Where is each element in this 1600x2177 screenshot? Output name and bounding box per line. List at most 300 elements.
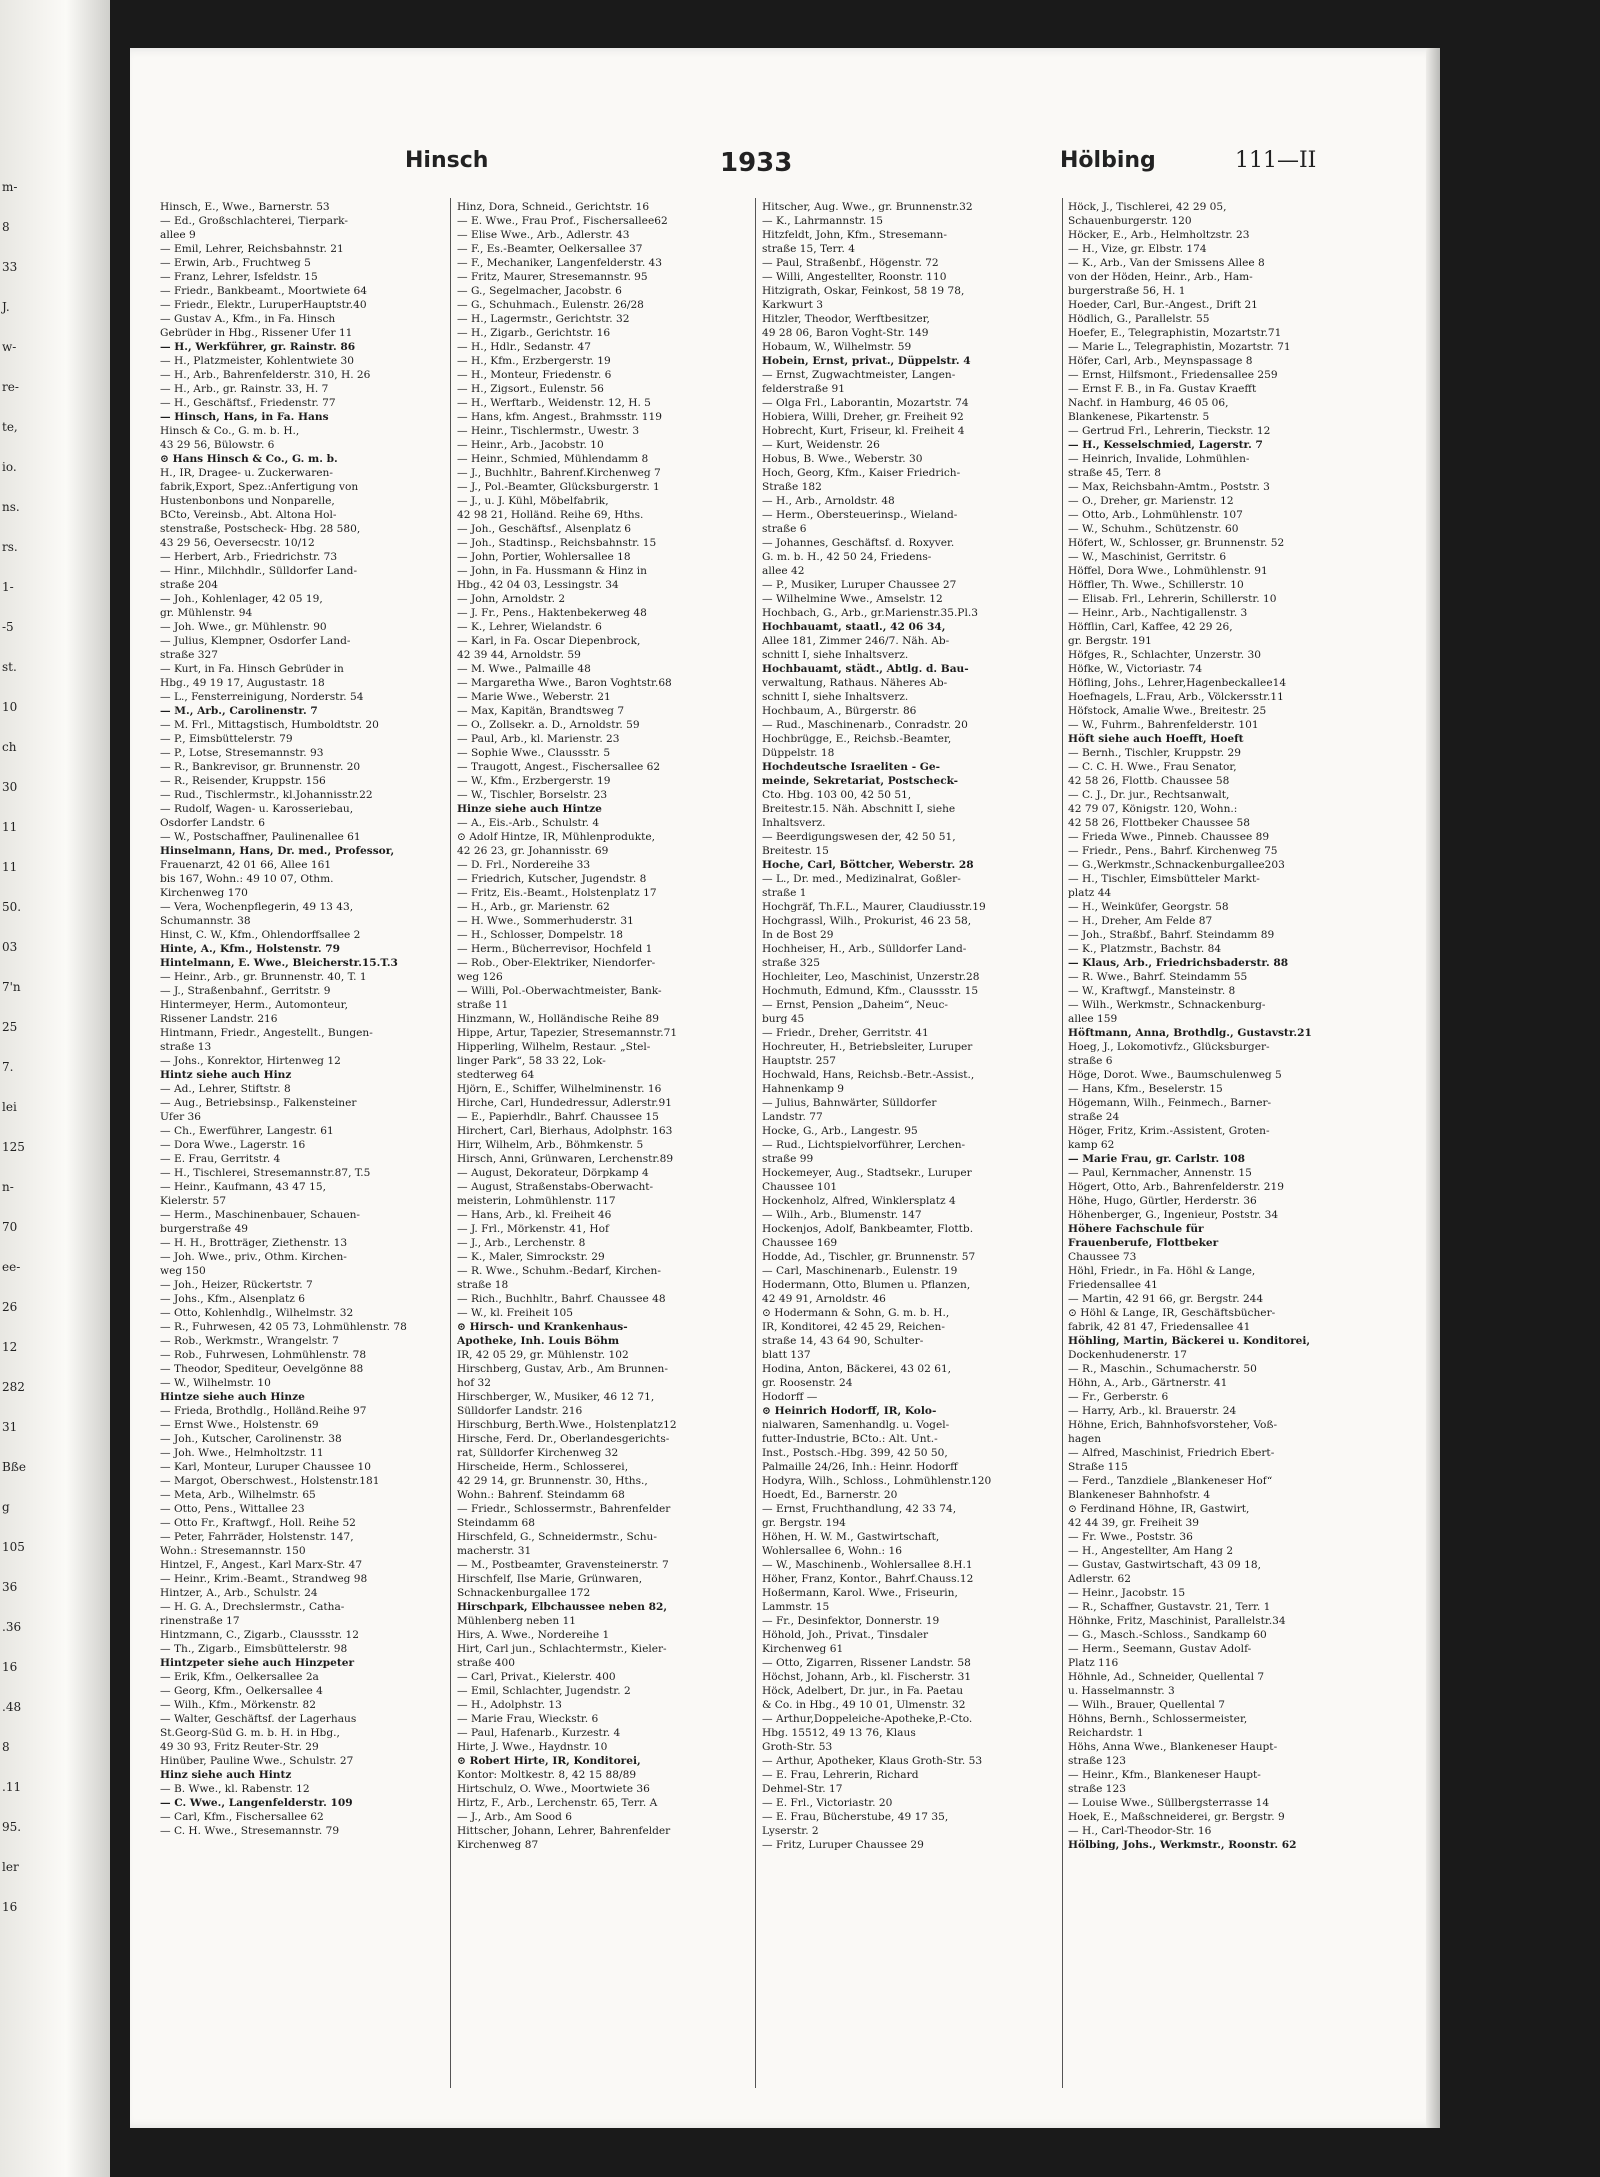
directory-entry: — Joh., Straßbf., Bahrf. Steindamm 89 bbox=[1068, 929, 1275, 941]
directory-entry: 42 58 26, Flottb. Chaussee 58 bbox=[1068, 775, 1230, 787]
directory-entry: Hbg. 15512, 49 13 76, Klaus bbox=[762, 1727, 916, 1739]
directory-entry: — Gertrud Frl., Lehrerin, Tieckstr. 12 bbox=[1068, 425, 1271, 437]
margin-fragment: 7'n bbox=[2, 980, 21, 994]
directory-entry: Hahnenkamp 9 bbox=[762, 1083, 844, 1095]
directory-entry: — H., Werftarb., Weidenstr. 12, H. 5 bbox=[457, 397, 651, 409]
directory-entry: — John, in Fa. Hussmann & Hinz in bbox=[457, 565, 647, 577]
directory-entry: — Louise Wwe., Süllbergsterrasse 14 bbox=[1068, 1797, 1270, 1809]
directory-entry: Hochgräf, Th.F.L., Maurer, Claudiusstr.19 bbox=[762, 901, 986, 913]
directory-entry: — Heinr., Kfm., Blankeneser Haupt- bbox=[1068, 1769, 1261, 1781]
directory-entry: — H. G. A., Drechslermstr., Catha- bbox=[160, 1601, 345, 1613]
directory-entry: Lyserstr. 2 bbox=[762, 1825, 819, 1837]
directory-entry: — Friedr., Bankbeamt., Moortwiete 64 bbox=[160, 285, 367, 297]
directory-entry: — Rudolf, Wagen- u. Karosseriebau, bbox=[160, 803, 354, 815]
directory-entry: — Fr. Wwe., Poststr. 36 bbox=[1068, 1531, 1193, 1543]
directory-entry: Höhnke, Fritz, Maschinist, Parallelstr.34 bbox=[1068, 1615, 1286, 1627]
directory-entry: — Ernst, Zugwachtmeister, Langen- bbox=[762, 369, 956, 381]
directory-entry: — Heinr., Jacobstr. 15 bbox=[1068, 1587, 1186, 1599]
directory-entry: — Olga Frl., Laborantin, Mozartstr. 74 bbox=[762, 397, 969, 409]
directory-entry: Lammstr. 15 bbox=[762, 1601, 830, 1613]
directory-entry: — Beerdigungswesen der, 42 50 51, bbox=[762, 831, 956, 843]
directory-entry: Höger, Fritz, Krim.-Assistent, Groten- bbox=[1068, 1125, 1270, 1137]
directory-entry: — H., Adolphstr. 13 bbox=[457, 1699, 562, 1711]
margin-fragment: Bße bbox=[2, 1460, 26, 1474]
directory-entry: — Carl, Maschinenarb., Eulenstr. 19 bbox=[762, 1265, 958, 1277]
directory-entry: Straße 115 bbox=[1068, 1461, 1128, 1473]
directory-entry: — Ch., Ewerführer, Langestr. 61 bbox=[160, 1125, 334, 1137]
directory-entry: Hintze siehe auch Hinze bbox=[160, 1391, 305, 1403]
directory-entry: hagen bbox=[1068, 1433, 1102, 1445]
directory-entry: — Otto, Kohlenhdlg., Wilhelmstr. 32 bbox=[160, 1307, 354, 1319]
directory-entry: 42 44 39, gr. Freiheit 39 bbox=[1068, 1517, 1199, 1529]
directory-entry: — Willi, Angestellter, Roonstr. 110 bbox=[762, 271, 947, 283]
directory-entry: — Theodor, Spediteur, Oevelgönne 88 bbox=[160, 1363, 364, 1375]
directory-entry: Schauenburgerstr. 120 bbox=[1068, 215, 1192, 227]
directory-entry: Hjörn, E., Schiffer, Wilhelminenstr. 16 bbox=[457, 1083, 662, 1095]
directory-entry: Platz 116 bbox=[1068, 1657, 1119, 1669]
header-left-word: Hinsch bbox=[405, 148, 489, 173]
directory-entry: Hinselmann, Hans, Dr. med., Professor, bbox=[160, 845, 395, 857]
directory-entry: — Joh., Heizer, Rückertstr. 7 bbox=[160, 1279, 313, 1291]
directory-entry: Inhaltsverz. bbox=[762, 817, 826, 829]
directory-entry: — W., Maschinenb., Wohlersallee 8.H.1 bbox=[762, 1559, 973, 1571]
directory-entry: Hirtschulz, O. Wwe., Moortwiete 36 bbox=[457, 1783, 650, 1795]
directory-entry: — Rob., Ober-Elektriker, Niendorfer- bbox=[457, 957, 656, 969]
directory-entry: Hirtz, F., Arb., Lerchenstr. 65, Terr. A bbox=[457, 1797, 658, 1809]
directory-entry: — J., Buchhltr., Bahrenf.Kirchenweg 7 bbox=[457, 467, 661, 479]
directory-entry: Hockemeyer, Aug., Stadtsekr., Luruper bbox=[762, 1167, 972, 1179]
directory-entry: — Hinsch, Hans, in Fa. Hans bbox=[160, 411, 329, 423]
margin-fragment: ler bbox=[2, 1860, 19, 1874]
directory-entry: Hochbach, G., Arb., gr.Marienstr.35.Pl.3 bbox=[762, 607, 978, 619]
directory-entry: BCto, Vereinsb., Abt. Altona Hol- bbox=[160, 509, 337, 521]
directory-entry: Högert, Otto, Arb., Bahrenfelderstr. 219 bbox=[1068, 1181, 1284, 1193]
directory-entry: — Karl, Monteur, Luruper Chaussee 10 bbox=[160, 1461, 371, 1473]
directory-entry: Höhere Fachschule für bbox=[1068, 1223, 1204, 1235]
directory-entry: — Max, Kapitän, Brandtsweg 7 bbox=[457, 705, 625, 717]
margin-fragment: .11 bbox=[2, 1780, 22, 1794]
directory-entry: Hochleiter, Leo, Maschinist, Unzerstr.28 bbox=[762, 971, 980, 983]
directory-entry: — Karl, in Fa. Oscar Diepenbrock, bbox=[457, 635, 641, 647]
column-divider-3 bbox=[1062, 198, 1063, 2088]
directory-entry: Hbg., 49 19 17, Augustastr. 18 bbox=[160, 677, 325, 689]
directory-entry: straße 327 bbox=[160, 649, 219, 661]
column-divider-1 bbox=[450, 198, 451, 2088]
header-right-word: Hölbing bbox=[1060, 148, 1156, 173]
directory-entry: — Johs., Kfm., Alsenplatz 6 bbox=[160, 1293, 305, 1305]
margin-fragment: 12 bbox=[2, 1340, 18, 1354]
directory-entry: Höck, Adelbert, Dr. jur., in Fa. Paetau bbox=[762, 1685, 964, 1697]
directory-entry: schnitt I, siehe Inhaltsverz. bbox=[762, 649, 909, 661]
directory-entry: straße 123 bbox=[1068, 1755, 1127, 1767]
directory-entry: — Heinr., Arb., gr. Brunnenstr. 40, T. 1 bbox=[160, 971, 367, 983]
margin-fragment: te, bbox=[2, 420, 18, 434]
margin-fragment: 36 bbox=[2, 1580, 18, 1594]
margin-fragment: 125 bbox=[2, 1140, 25, 1154]
column-3 bbox=[762, 200, 1057, 1852]
directory-entry: — W., Wilhelmstr. 10 bbox=[160, 1377, 271, 1389]
directory-entry: Hodina, Anton, Bäckerei, 43 02 61, bbox=[762, 1363, 952, 1375]
directory-entry: — Elisab. Frl., Lehrerin, Schillerstr. 10 bbox=[1068, 593, 1277, 605]
directory-entry: ⊙ Hirsch- und Krankenhaus- bbox=[457, 1321, 628, 1333]
directory-entry: Chaussee 101 bbox=[762, 1181, 838, 1193]
directory-entry: — Alfred, Maschinist, Friedrich Ebert- bbox=[1068, 1447, 1275, 1459]
directory-entry: — Otto Fr., Kraftwgf., Holl. Reihe 52 bbox=[160, 1517, 356, 1529]
directory-entry: Hodde, Ad., Tischler, gr. Brunnenstr. 57 bbox=[762, 1251, 976, 1263]
margin-fragment: m- bbox=[2, 180, 18, 194]
directory-entry: straße 123 bbox=[1068, 1783, 1127, 1795]
directory-entry: Palmaille 24/26, Inh.: Heinr. Hodorff bbox=[762, 1461, 958, 1473]
directory-entry: weg 150 bbox=[160, 1265, 206, 1277]
directory-entry: — Joh., Kutscher, Carolinenstr. 38 bbox=[160, 1433, 342, 1445]
directory-entry: — Erik, Kfm., Oelkersallee 2a bbox=[160, 1671, 319, 1683]
margin-fragment: 31 bbox=[2, 1420, 18, 1434]
directory-entry: — H., Platzmeister, Kohlentwiete 30 bbox=[160, 355, 354, 367]
directory-entry: — J., Pol.-Beamter, Glücksburgerstr. 1 bbox=[457, 481, 660, 493]
directory-entry: — W., Postschaffner, Paulinenallee 61 bbox=[160, 831, 361, 843]
directory-entry: — H., Zigsort., Eulenstr. 56 bbox=[457, 383, 604, 395]
directory-entry: Groth-Str. 53 bbox=[762, 1741, 833, 1753]
margin-fragment: 26 bbox=[2, 1300, 18, 1314]
directory-entry: — L., Dr. med., Medizinalrat, Goßler- bbox=[762, 873, 961, 885]
directory-entry: — Max, Reichsbahn-Amtm., Poststr. 3 bbox=[1068, 481, 1270, 493]
directory-entry: Mühlenberg neben 11 bbox=[457, 1615, 577, 1627]
header-year: 1933 bbox=[720, 148, 793, 178]
directory-entry: 42 79 07, Königstr. 120, Wohn.: bbox=[1068, 803, 1238, 815]
directory-entry: Hochheiser, H., Arb., Sülldorfer Land- bbox=[762, 943, 967, 955]
directory-entry: 49 30 93, Fritz Reuter-Str. 29 bbox=[160, 1741, 319, 1753]
directory-entry: Hoeg, J., Lokomotivfz., Glücksburger- bbox=[1068, 1041, 1270, 1053]
directory-entry: IR, Konditorei, 42 45 29, Reichen- bbox=[762, 1321, 945, 1333]
directory-entry: — Arthur,Doppeleiche-Apotheke,P.-Cto. bbox=[762, 1713, 973, 1725]
directory-entry: — Wilh., Brauer, Quellental 7 bbox=[1068, 1699, 1225, 1711]
directory-entry: — W., Kraftwgf., Mansteinstr. 8 bbox=[1068, 985, 1236, 997]
directory-entry: Hirche, Carl, Hundedressur, Adlerstr.91 bbox=[457, 1097, 673, 1109]
directory-entry: — Frieda Wwe., Pinneb. Chaussee 89 bbox=[1068, 831, 1270, 843]
directory-entry: — H., Carl-Theodor-Str. 16 bbox=[1068, 1825, 1212, 1837]
directory-entry: Hintmann, Friedr., Angestellt., Bungen- bbox=[160, 1027, 373, 1039]
directory-entry: — Ernst Wwe., Holstenstr. 69 bbox=[160, 1419, 319, 1431]
directory-entry: IR, 42 05 29, gr. Mühlenstr. 102 bbox=[457, 1349, 629, 1361]
directory-entry: Hittscher, Johann, Lehrer, Bahrenfelder bbox=[457, 1825, 671, 1837]
directory-entry: — Herm., Obersteuerinsp., Wieland- bbox=[762, 509, 958, 521]
directory-entry: 42 39 44, Arnoldstr. 59 bbox=[457, 649, 581, 661]
directory-entry: — Heinr., Krim.-Beamt., Strandweg 98 bbox=[160, 1573, 368, 1585]
directory-entry: Hoch, Georg, Kfm., Kaiser Friedrich- bbox=[762, 467, 961, 479]
margin-fragment: io. bbox=[2, 460, 17, 474]
directory-entry: Osdorfer Landstr. 6 bbox=[160, 817, 265, 829]
directory-entry: — R., Reisender, Kruppstr. 156 bbox=[160, 775, 326, 787]
margin-fragment: 30 bbox=[2, 780, 18, 794]
directory-entry: Frauenberufe, Flottbeker bbox=[1068, 1237, 1219, 1249]
directory-entry: — Heinr., Tischlermstr., Uwestr. 3 bbox=[457, 425, 640, 437]
directory-entry: Höfert, W., Schlosser, gr. Brunnenstr. 52 bbox=[1068, 537, 1285, 549]
directory-entry: — W., Tischler, Borselstr. 23 bbox=[457, 789, 608, 801]
directory-entry: Hirschfelf, Ilse Marie, Grünwaren, bbox=[457, 1573, 643, 1585]
directory-entry: — Wilhelmine Wwe., Amselstr. 12 bbox=[762, 593, 943, 605]
directory-entry: Hoedt, Ed., Barnerstr. 20 bbox=[762, 1489, 898, 1501]
margin-fragment: 95. bbox=[2, 1820, 22, 1834]
directory-entry: Höge, Dorot. Wwe., Baumschulenweg 5 bbox=[1068, 1069, 1282, 1081]
directory-entry: — Bernh., Tischler, Kruppstr. 29 bbox=[1068, 747, 1241, 759]
directory-entry: ⊙ Höhl & Lange, IR, Geschäftsbücher- bbox=[1068, 1307, 1276, 1319]
directory-entry: Wohn.: Bahrenf. Steindamm 68 bbox=[457, 1489, 625, 1501]
directory-entry: 42 26 23, gr. Johannisstr. 69 bbox=[457, 845, 609, 857]
directory-entry: — August, Straßenstabs-Oberwacht- bbox=[457, 1181, 654, 1193]
column-4 bbox=[1068, 200, 1363, 1852]
directory-entry: Schnackenburgallee 172 bbox=[457, 1587, 591, 1599]
directory-entry: — F., Mechaniker, Langenfelderstr. 43 bbox=[457, 257, 663, 269]
margin-fragment: 33 bbox=[2, 260, 18, 274]
directory-entry: — J., u. J. Kühl, Möbelfabrik, bbox=[457, 495, 609, 507]
directory-entry: Hinz, Dora, Schneid., Gerichtstr. 16 bbox=[457, 201, 650, 213]
margin-fragment: 16 bbox=[2, 1900, 18, 1914]
directory-entry: — Herm., Seemann, Gustav Adolf- bbox=[1068, 1643, 1252, 1655]
directory-entry: von der Höden, Heinr., Arb., Ham- bbox=[1068, 271, 1253, 283]
directory-entry: Hintelmann, E. Wwe., Bleicherstr.15.T.3 bbox=[160, 957, 398, 969]
directory-entry: ⊙ Ferdinand Höhne, IR, Gastwirt, bbox=[1068, 1503, 1250, 1515]
directory-entry: — H., Tischlerei, Stresemannstr.87, T.5 bbox=[160, 1167, 371, 1179]
directory-entry: Hinte, A., Kfm., Holstenstr. 79 bbox=[160, 943, 341, 955]
directory-entry: Hobiera, Willi, Dreher, gr. Freiheit 92 bbox=[762, 411, 964, 423]
directory-entry: allee 42 bbox=[762, 565, 805, 577]
directory-entry: — J., Arb., Am Sood 6 bbox=[457, 1811, 573, 1823]
column-2 bbox=[457, 200, 752, 1852]
directory-entry: ⊙ Adolf Hintze, IR, Mühlenprodukte, bbox=[457, 831, 656, 843]
directory-entry: — Ernst, Fruchthandlung, 42 33 74, bbox=[762, 1503, 957, 1515]
directory-entry: — Friedr., Pens., Bahrf. Kirchenweg 75 bbox=[1068, 845, 1278, 857]
directory-entry: — R., Maschin., Schumacherstr. 50 bbox=[1068, 1363, 1257, 1375]
directory-entry: gr. Bergstr. 191 bbox=[1068, 635, 1152, 647]
directory-entry: — Emil, Lehrer, Reichsbahnstr. 21 bbox=[160, 243, 344, 255]
directory-entry: — M., Arb., Carolinenstr. 7 bbox=[160, 705, 318, 717]
directory-entry: — K., Lahrmannstr. 15 bbox=[762, 215, 884, 227]
directory-entry: Hochreuter, H., Betriebsleiter, Luruper bbox=[762, 1041, 973, 1053]
directory-entry: Hintzmann, C., Zigarb., Claussstr. 12 bbox=[160, 1629, 359, 1641]
directory-entry: straße 400 bbox=[457, 1657, 516, 1669]
directory-entry: gr. Bergstr. 194 bbox=[762, 1517, 846, 1529]
directory-entry: Hobrecht, Kurt, Friseur, kl. Freiheit 4 bbox=[762, 425, 965, 437]
directory-entry: Höhne, Erich, Bahnhofsvorsteher, Voß- bbox=[1068, 1419, 1278, 1431]
directory-entry: ⊙ Hans Hinsch & Co., G. m. b. bbox=[160, 453, 338, 465]
directory-entry: burgerstraße 49 bbox=[160, 1223, 249, 1235]
directory-entry: — Fr., Desinfektor, Donnerstr. 19 bbox=[762, 1615, 940, 1627]
directory-entry: — Rob., Werkmstr., Wrangelstr. 7 bbox=[160, 1335, 339, 1347]
margin-fragment: n- bbox=[2, 1180, 14, 1194]
margin-fragment: lei bbox=[2, 1100, 17, 1114]
directory-entry: — E., Papierhdlr., Bahrf. Chaussee 15 bbox=[457, 1111, 659, 1123]
directory-entry: — K., Platzmstr., Bachstr. 84 bbox=[1068, 943, 1222, 955]
margin-fragment: ns. bbox=[2, 500, 20, 514]
directory-entry: — Joh. Wwe., Helmholtzstr. 11 bbox=[160, 1447, 324, 1459]
margin-fragment: 1- bbox=[2, 580, 14, 594]
directory-entry: Hinst, C. W., Kfm., Ohlendorffsallee 2 bbox=[160, 929, 361, 941]
directory-entry: Hirs, A. Wwe., Nordereihe 1 bbox=[457, 1629, 610, 1641]
directory-entry: straße 99 bbox=[762, 1153, 814, 1165]
directory-entry: — August, Dekorateur, Dörpkamp 4 bbox=[457, 1167, 649, 1179]
directory-entry: — Wilh., Arb., Blumenstr. 147 bbox=[762, 1209, 922, 1221]
directory-entry: — G., Masch.-Schloss., Sandkamp 60 bbox=[1068, 1629, 1267, 1641]
directory-entry: — Willi, Pol.-Oberwachtmeister, Bank- bbox=[457, 985, 662, 997]
margin-fragment: 8 bbox=[2, 220, 10, 234]
directory-entry: Höher, Franz, Kontor., Bahrf.Chauss.12 bbox=[762, 1573, 974, 1585]
directory-entry: straße 13 bbox=[160, 1041, 212, 1053]
directory-entry: fabrik, 42 81 47, Friedensallee 41 bbox=[1068, 1321, 1251, 1333]
directory-entry: Hirsche, Ferd. Dr., Oberlandesgerichts- bbox=[457, 1433, 670, 1445]
directory-entry: In de Bost 29 bbox=[762, 929, 834, 941]
directory-entry: — Julius, Klempner, Osdorfer Land- bbox=[160, 635, 351, 647]
directory-entry: — Hinr., Milchhdlr., Sülldorfer Land- bbox=[160, 565, 358, 577]
directory-entry: — H., Zigarb., Gerichtstr. 16 bbox=[457, 327, 611, 339]
directory-entry: — H. H., Brotträger, Ziethenstr. 13 bbox=[160, 1237, 348, 1249]
directory-entry: Höhe, Hugo, Gürtler, Herderstr. 36 bbox=[1068, 1195, 1257, 1207]
directory-entry: & Co. in Hbg., 49 10 01, Ulmenstr. 32 bbox=[762, 1699, 966, 1711]
directory-entry: — Joh., Kohlenlager, 42 05 19, bbox=[160, 593, 323, 605]
directory-entry: straße 18 bbox=[457, 1279, 509, 1291]
header-page-number: 111—II bbox=[1235, 148, 1317, 173]
directory-entry: straße 45, Terr. 8 bbox=[1068, 467, 1161, 479]
directory-entry: — Kurt, in Fa. Hinsch Gebrüder in bbox=[160, 663, 344, 675]
margin-fragment: -5 bbox=[2, 620, 14, 634]
directory-entry: Hinze siehe auch Hintze bbox=[457, 803, 602, 815]
directory-entry: — Margot, Oberschwest., Holstenstr.181 bbox=[160, 1475, 380, 1487]
directory-entry: Hippe, Artur, Tapezier, Stresemannstr.71 bbox=[457, 1027, 678, 1039]
margin-fragment: 11 bbox=[2, 860, 18, 874]
directory-entry: Landstr. 77 bbox=[762, 1111, 823, 1123]
directory-entry: straße 24 bbox=[1068, 1111, 1120, 1123]
directory-entry: — P., Musiker, Luruper Chaussee 27 bbox=[762, 579, 957, 591]
margin-fragment: ee- bbox=[2, 1260, 21, 1274]
directory-entry: Breitestr.15. Näh. Abschnitt I, siehe bbox=[762, 803, 956, 815]
directory-entry: Höhling, Martin, Bäckerei u. Konditorei, bbox=[1068, 1335, 1311, 1347]
directory-entry: — H., Werkführer, gr. Rainstr. 86 bbox=[160, 341, 356, 353]
directory-entry: Rissener Landstr. 216 bbox=[160, 1013, 278, 1025]
directory-entry: — Ernst F. B., in Fa. Gustav Kraefft bbox=[1068, 383, 1257, 395]
directory-entry: — C. J., Dr. jur., Rechtsanwalt, bbox=[1068, 789, 1230, 801]
directory-entry: — R., Bankrevisor, gr. Brunnenstr. 20 bbox=[160, 761, 361, 773]
directory-entry: Hintzpeter siehe auch Hinzpeter bbox=[160, 1657, 355, 1669]
directory-entry: kamp 62 bbox=[1068, 1139, 1115, 1151]
directory-entry: — R. Wwe., Bahrf. Steindamm 55 bbox=[1068, 971, 1248, 983]
directory-entry: — Peter, Fahrräder, Holstenstr. 147, bbox=[160, 1531, 354, 1543]
directory-entry: stenstraße, Postscheck- Hbg. 28 580, bbox=[160, 523, 361, 535]
directory-entry: — John, Arnoldstr. 2 bbox=[457, 593, 566, 605]
margin-fragment: 03 bbox=[2, 940, 18, 954]
directory-entry: — Martin, 42 91 66, gr. Bergstr. 244 bbox=[1068, 1293, 1264, 1305]
directory-entry: — H., Schlosser, Dompelstr. 18 bbox=[457, 929, 624, 941]
directory-entry: — Sophie Wwe., Claussstr. 5 bbox=[457, 747, 611, 759]
directory-entry: Hitzler, Theodor, Werftbesitzer, bbox=[762, 313, 930, 325]
directory-entry: Hinz siehe auch Hintz bbox=[160, 1769, 292, 1781]
directory-entry: — Fritz, Maurer, Stresemannstr. 95 bbox=[457, 271, 648, 283]
directory-entry: rat, Sülldorfer Kirchenweg 32 bbox=[457, 1447, 619, 1459]
directory-entry: — Erwin, Arb., Fruchtweg 5 bbox=[160, 257, 311, 269]
directory-entry: — Heinrich, Invalide, Lohmühlen- bbox=[1068, 453, 1250, 465]
directory-entry: Frauenarzt, 42 01 66, Allee 161 bbox=[160, 859, 332, 871]
directory-entry: futter-Industrie, BCto.: Alt. Unt.- bbox=[762, 1433, 938, 1445]
directory-entry: Apotheke, Inh. Louis Böhm bbox=[457, 1335, 620, 1347]
directory-entry: — Heinr., Arb., Jacobstr. 10 bbox=[457, 439, 604, 451]
directory-entry: Hinzmann, W., Holländische Reihe 89 bbox=[457, 1013, 660, 1025]
directory-entry: — Heinr., Kaufmann, 43 47 15, bbox=[160, 1181, 326, 1193]
directory-entry: Höfer, Carl, Arb., Meynspassage 8 bbox=[1068, 355, 1253, 367]
directory-entry: — H., Arb., gr. Marienstr. 62 bbox=[457, 901, 610, 913]
directory-entry: — P., Eimsbüttelerstr. 79 bbox=[160, 733, 293, 745]
directory-entry: Höfling, Johs., Lehrer,Hagenbeckallee14 bbox=[1068, 677, 1287, 689]
margin-fragment: st. bbox=[2, 660, 17, 674]
directory-entry: — E. Frau, Bücherstube, 49 17 35, bbox=[762, 1811, 949, 1823]
directory-entry: platz 44 bbox=[1068, 887, 1112, 899]
margin-fragment: g bbox=[2, 1500, 10, 1514]
margin-fragment: 50. bbox=[2, 900, 22, 914]
directory-entry: Hölbing, Johs., Werkmstr., Roonstr. 62 bbox=[1068, 1839, 1297, 1851]
directory-entry: schnitt I, siehe Inhaltsverz. bbox=[762, 691, 909, 703]
directory-entry: Höhns, Bernh., Schlossermeister, bbox=[1068, 1713, 1248, 1725]
directory-entry: 42 58 26, Flottbeker Chaussee 58 bbox=[1068, 817, 1251, 829]
directory-entry: straße 15, Terr. 4 bbox=[762, 243, 855, 255]
directory-entry: Hockenholz, Alfred, Winklersplatz 4 bbox=[762, 1195, 956, 1207]
directory-entry: Hirschburg, Berth.Wwe., Holstenplatz12 bbox=[457, 1419, 677, 1431]
directory-entry: ⊙ Heinrich Hodorff, IR, Kolo- bbox=[762, 1405, 937, 1417]
directory-entry: Wohlersallee 6, Wohn.: 16 bbox=[762, 1545, 902, 1557]
directory-entry: Kirchenweg 87 bbox=[457, 1839, 539, 1851]
directory-entry: — Marie L., Telegraphistin, Mozartstr. 71 bbox=[1068, 341, 1291, 353]
directory-entry: — G., Schuhmach., Eulenstr. 26/28 bbox=[457, 299, 644, 311]
directory-entry: — Fritz, Luruper Chaussee 29 bbox=[762, 1839, 924, 1851]
directory-entry: — Fritz, Eis.-Beamt., Holstenplatz 17 bbox=[457, 887, 657, 899]
directory-entry: ⊙ Robert Hirte, IR, Konditorei, bbox=[457, 1755, 641, 1767]
column-1 bbox=[160, 200, 455, 1838]
directory-entry: burg 45 bbox=[762, 1013, 805, 1025]
directory-entry: — Heinr., Schmied, Mühlendamm 8 bbox=[457, 453, 649, 465]
directory-entry: Straße 182 bbox=[762, 481, 822, 493]
directory-entry: St.Georg-Süd G. m. b. H. in Hbg., bbox=[160, 1727, 340, 1739]
directory-entry: Hbg., 42 04 03, Lessingstr. 34 bbox=[457, 579, 619, 591]
directory-entry: — Meta, Arb., Wilhelmstr. 65 bbox=[160, 1489, 316, 1501]
directory-entry: — J. Fr., Pens., Haktenbekerweg 48 bbox=[457, 607, 647, 619]
directory-entry: — Friedr., Elektr., LuruperHauptstr.40 bbox=[160, 299, 367, 311]
directory-entry: felderstraße 91 bbox=[762, 383, 845, 395]
directory-entry: macherstr. 31 bbox=[457, 1545, 532, 1557]
directory-entry: — Franz, Lehrer, Isfeldstr. 15 bbox=[160, 271, 318, 283]
directory-entry: — Joh. Wwe., gr. Mühlenstr. 90 bbox=[160, 621, 327, 633]
margin-fragment: ch bbox=[2, 740, 17, 754]
directory-entry: Hirr, Wilhelm, Arb., Böhmkenstr. 5 bbox=[457, 1139, 644, 1151]
directory-entry: Hintzel, F., Angest., Karl Marx-Str. 47 bbox=[160, 1559, 363, 1571]
directory-entry: Höhen, H. W. M., Gastwirtschaft, bbox=[762, 1531, 940, 1543]
margin-fragment: re- bbox=[2, 380, 19, 394]
directory-entry: Adlerstr. 62 bbox=[1068, 1573, 1131, 1585]
directory-entry: — Kurt, Weidenstr. 26 bbox=[762, 439, 880, 451]
directory-entry: — Rob., Fuhrwesen, Lohmühlenstr. 78 bbox=[160, 1349, 367, 1361]
directory-entry: — Dora Wwe., Lagerstr. 16 bbox=[160, 1139, 306, 1151]
directory-entry: Düppelstr. 18 bbox=[762, 747, 835, 759]
directory-entry: Inst., Postsch.-Hbg. 399, 42 50 50, bbox=[762, 1447, 948, 1459]
directory-entry: — Friedr., Schlossermstr., Bahrenfelder bbox=[457, 1503, 671, 1515]
margin-fragment: 105 bbox=[2, 1540, 25, 1554]
directory-entry: Höffler, Th. Wwe., Schillerstr. 10 bbox=[1068, 579, 1244, 591]
directory-entry: — Herm., Bücherrevisor, Hochfeld 1 bbox=[457, 943, 653, 955]
directory-entry: gr. Mühlenstr. 94 bbox=[160, 607, 253, 619]
directory-entry: — H., Tischler, Eimsbütteler Markt- bbox=[1068, 873, 1260, 885]
directory-entry: Höhnle, Ad., Schneider, Quellental 7 bbox=[1068, 1671, 1265, 1683]
directory-entry: allee 9 bbox=[160, 229, 196, 241]
directory-entry: — Traugott, Angest., Fischersallee 62 bbox=[457, 761, 661, 773]
directory-entry: — E. Frl., Victoriastr. 20 bbox=[762, 1797, 893, 1809]
directory-entry: — C. H. Wwe., Stresemannstr. 79 bbox=[160, 1825, 340, 1837]
margin-fragment: .36 bbox=[2, 1620, 22, 1634]
directory-entry: Kielerstr. 57 bbox=[160, 1195, 227, 1207]
